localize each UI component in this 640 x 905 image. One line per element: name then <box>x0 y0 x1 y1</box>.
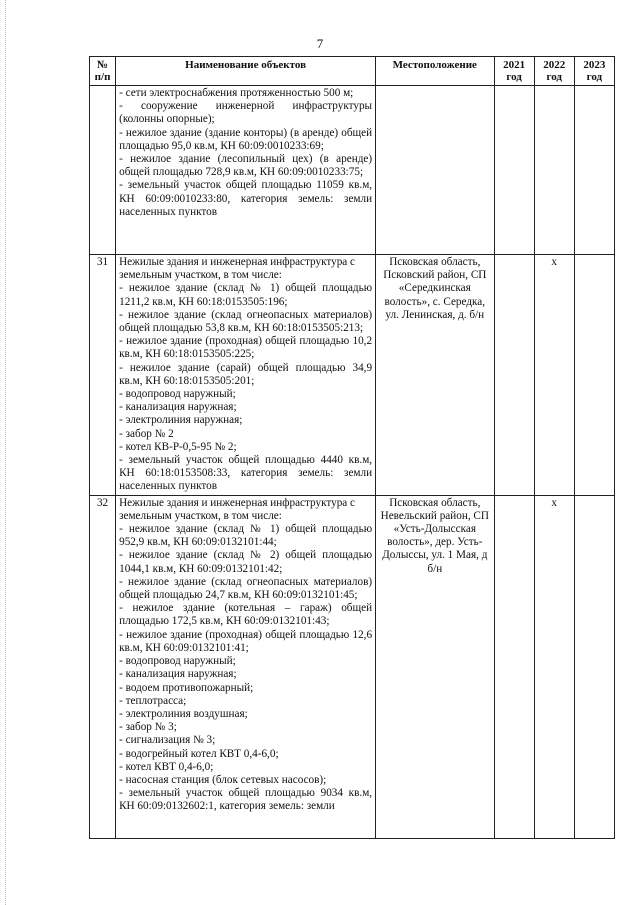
object-location <box>376 86 494 255</box>
object-location: Псковская область, Невельский район, СП «Усть-Долысская волость», дер. Усть-Долыссы, ул. 1 Мая, д б/н <box>376 495 494 838</box>
year-mark-2023 <box>574 495 614 838</box>
object-item: - сигнализация № 3; <box>119 734 216 747</box>
object-item: - водопровод наружный; <box>119 655 236 668</box>
object-item: - забор № 3; <box>119 721 177 734</box>
object-location: Псковская область, Псковский район, СП «Середкинская волость», с. Середка, ул. Ленинская, д. б/н <box>376 255 494 496</box>
table-row <box>90 86 615 255</box>
table-row <box>90 495 615 838</box>
object-item: - нежилое здание (склад № 2) общей площадью 1044,1 кв.м, КН 60:09:0132101:42; <box>119 549 373 575</box>
year-mark-2021 <box>494 495 534 838</box>
year-mark-2022: х <box>534 255 574 496</box>
row-number <box>90 86 116 255</box>
table-header-row <box>90 57 615 86</box>
object-description <box>116 86 376 255</box>
object-item: - нежилое здание (склад № 1) общей площадью 952,9 кв.м, КН 60:09:0132101:44; <box>119 523 373 549</box>
object-item: - нежилое здание (склад № 1) общей площадью 1211,2 кв.м, КН 60:18:0153505:196; <box>119 282 373 308</box>
object-description <box>116 495 376 838</box>
year-mark-2021 <box>494 255 534 496</box>
header-name: Наименование объектов <box>116 57 376 86</box>
row-number: 31 <box>90 255 116 496</box>
object-item: - нежилое здание (лесопильный цех) (в аренде) общей площадью 728,9 кв.м, КН 60:09:0010233:75; <box>119 153 373 179</box>
object-item: - нежилое здание (здание конторы) (в аренде) общей площадью 95,0 кв.м, КН 60:09:0010233:69; <box>119 126 373 152</box>
object-item: - нежилое здание (склад огнеопасных материалов) общей площадью 53,8 кв.м, КН 60:18:0153505:213; <box>119 308 373 335</box>
header-year-2021: 2021 год <box>494 57 534 86</box>
object-item: - земельный участок общей площадью 4440 кв.м, КН 60:18:0153508:33, категория земель: земли населенных пунктов <box>119 454 373 493</box>
object-item: - водоем противопожарный; <box>119 681 254 694</box>
object-item: Нежилые здания и инженерная инфраструктура с земельным участком, в том числе: <box>119 256 356 282</box>
year-mark-2022 <box>534 86 574 255</box>
header-year-2023: 2023 год <box>574 57 614 86</box>
object-item: - электролиния воздушная; <box>119 707 248 720</box>
object-item: - теплотрасса; <box>119 694 187 707</box>
page-number: 7 <box>316 36 324 51</box>
object-item: Нежилые здания и инженерная инфраструктура с земельным участком, в том числе: <box>119 496 356 522</box>
object-item: - водогрейный котел КВТ 0,4-6,0; <box>119 747 279 760</box>
page-edge-line <box>5 0 7 905</box>
objects-table <box>89 56 615 839</box>
year-mark-2023 <box>574 86 614 255</box>
object-item: - сооружение инженерной инфраструктуры (колонны опорные); <box>119 100 373 126</box>
object-description <box>116 255 376 496</box>
object-item: - канализация наружная; <box>119 401 237 414</box>
header-year-2022: 2022 год <box>534 57 574 86</box>
object-item: - забор № 2 <box>119 427 174 440</box>
object-item: - канализация наружная; <box>119 668 237 681</box>
object-item: - насосная станция (блок сетевых насосов); <box>119 773 327 786</box>
object-item: - нежилое здание (проходная) общей площадью 12,6 кв.м, КН 60:09:0132101:41; <box>119 628 373 654</box>
year-mark-2022: х <box>534 495 574 838</box>
header-location: Местоположение <box>376 57 494 86</box>
year-mark-2023 <box>574 255 614 496</box>
object-item: - электролиния наружная; <box>119 414 243 427</box>
object-item: - нежилое здание (склад огнеопасных материалов) общей площадью 24,7 кв.м, КН 60:09:0132101:45; <box>119 575 373 602</box>
year-mark-2021 <box>494 86 534 255</box>
object-item: - земельный участок общей площадью 11059 кв.м, КН 60:09:0010233:80, категория земель: земли населенных пунктов <box>119 179 373 218</box>
object-item: - земельный участок общей площадью 9034 кв.м, КН 60:09:0132602:1, категория земель: земли <box>119 787 373 813</box>
object-item: - нежилое здание (котельная – гараж) общей площадью 172,5 кв.м, КН 60:09:0132101:43; <box>119 602 373 628</box>
object-item: - водопровод наружный; <box>119 388 236 401</box>
table-row <box>90 255 615 496</box>
object-item: - котел КВТ 0,4-6,0; <box>119 760 214 773</box>
header-num: № п/п <box>90 57 116 86</box>
row-number: 32 <box>90 495 116 838</box>
object-item: - нежилое здание (проходная) общей площадью 10,2 кв.м, КН 60:18:0153505:225; <box>119 335 373 361</box>
object-item: - нежилое здание (сарай) общей площадью 34,9 кв.м, КН 60:18:0153505:201; <box>119 361 373 387</box>
object-item: - котел КВ-Р-0,5-95 № 2; <box>119 440 237 453</box>
object-item: - сети электроснабжения протяженностью 500 м; <box>119 87 354 99</box>
